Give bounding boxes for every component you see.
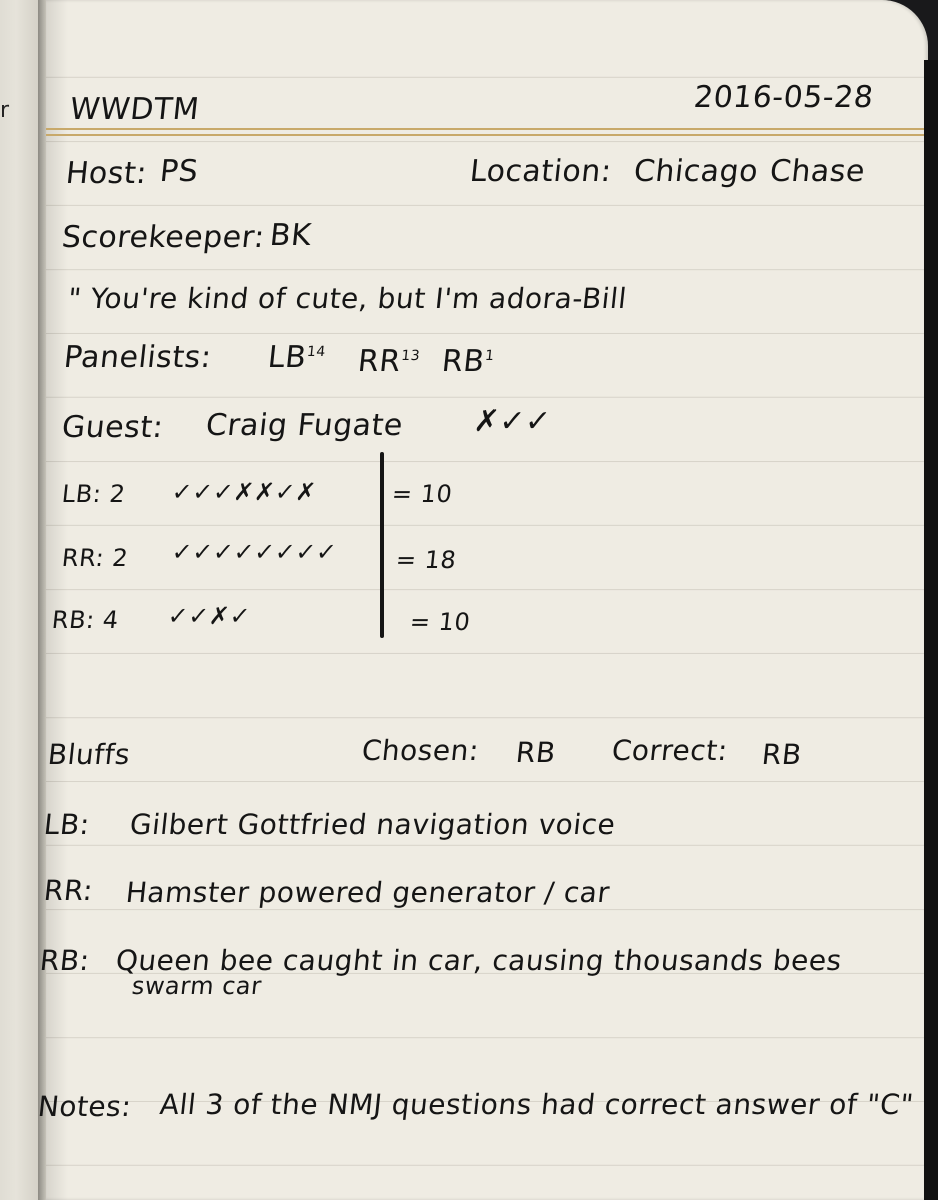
bluff-correct-label: Correct: — [610, 734, 730, 767]
bluff-text-rb: Queen bee caught in car, causing thousands bees — [114, 944, 844, 977]
lightning-total-lb: = 10 — [390, 480, 454, 508]
guest-label: Guest: — [60, 410, 166, 445]
notes-text: All 3 of the NMJ questions had correct answer of "C" — [158, 1088, 916, 1121]
panelist-rr — [356, 344, 421, 379]
bluff-who-lb: LB: — [42, 808, 92, 841]
lightning-marks-rr: ✓✓✓✓✓✓✓✓ — [170, 538, 339, 566]
location-value: Chicago — [632, 154, 760, 189]
lightning-label-lb: LB: 2 — [60, 480, 127, 508]
lightning-total-rb: = 10 — [408, 608, 472, 636]
notes-label: Notes: — [36, 1090, 134, 1123]
scorekeeper-value: BK — [268, 218, 314, 253]
guest-value: Craig Fugate — [204, 408, 405, 443]
left-page — [0, 0, 42, 1200]
panelist-rb — [440, 344, 496, 379]
lightning-label-rr: RR: 2 — [60, 544, 130, 572]
header-rule-bottom — [46, 134, 924, 136]
panelist-lb — [266, 340, 327, 375]
show-title: WWDTM — [68, 92, 201, 127]
location-label: Location: — [468, 154, 614, 189]
panelist-rb-score: 1 — [484, 348, 496, 364]
bluffs-label: Bluffs — [46, 738, 132, 771]
bluff-who-rb: RB: — [38, 944, 92, 977]
bluff-text-rb-line2: swarm car — [130, 972, 264, 1000]
panelist-rr-name: RR — [356, 344, 403, 379]
lightning-divider — [380, 452, 384, 638]
panelist-lb-score: 14 — [306, 344, 327, 360]
lightning-marks-lb: ✓✓✓✗✗✓✗ — [170, 478, 318, 506]
lightning-marks-rb: ✓✓✗✓ — [166, 602, 252, 630]
panelist-rr-score: 13 — [400, 348, 421, 364]
panelist-lb-name: LB — [266, 340, 309, 375]
bluff-chosen-label: Chosen: — [360, 734, 481, 767]
scorekeeper-label: Scorekeeper: — [60, 220, 267, 255]
host-label: Host: — [64, 156, 149, 191]
lightning-total-rr: = 18 — [394, 546, 458, 574]
guest-marks: ✗✓✓ — [472, 404, 553, 439]
panelist-rb-name: RB — [440, 344, 487, 379]
bluff-chosen-value: RB — [514, 736, 558, 769]
scorekeeper-quote: " You're kind of cute, but I'm adora-Bill — [66, 282, 629, 315]
lightning-label-rb: RB: 4 — [50, 606, 121, 634]
location-suffix: Chase — [768, 154, 867, 189]
left-page-mark: r — [0, 98, 10, 123]
show-date: 2016-05-28 — [692, 80, 876, 115]
header-rule-top — [46, 128, 924, 130]
panelists-label: Panelists: — [62, 340, 214, 375]
bluff-text-lb: Gilbert Gottfried navigation voice — [128, 808, 618, 841]
bluff-correct-value: RB — [760, 738, 804, 771]
host-value: PS — [158, 154, 200, 189]
bluff-who-rr: RR: — [42, 874, 95, 907]
table-background — [924, 60, 938, 1200]
bluff-text-rr: Hamster powered generator / car — [124, 876, 612, 909]
